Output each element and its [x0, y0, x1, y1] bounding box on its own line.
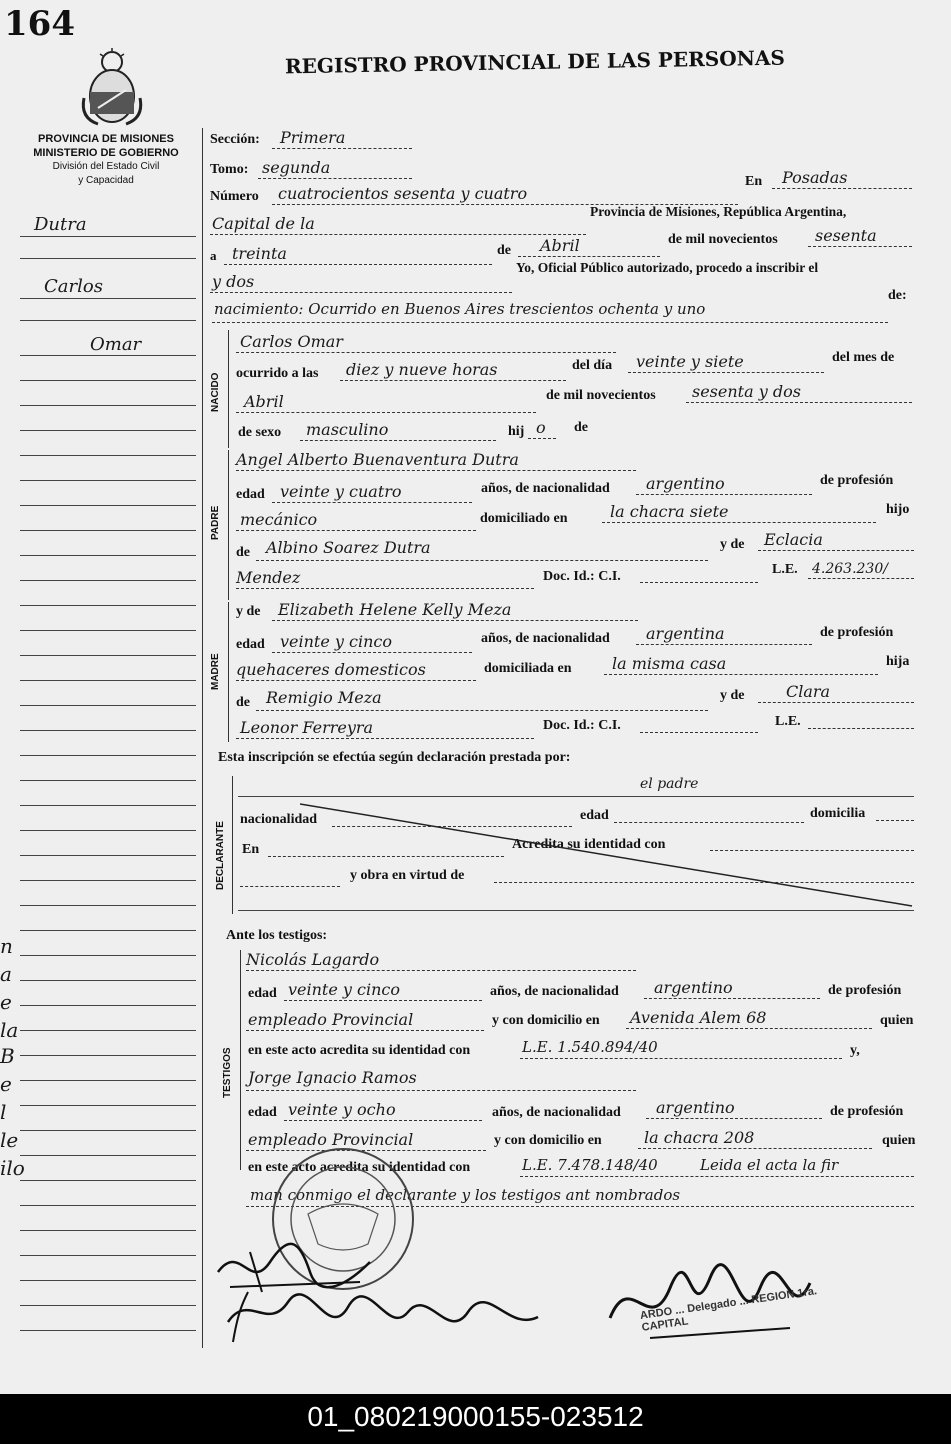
label-ante-testigos: Ante los testigos: — [226, 928, 328, 943]
value-padre-prof: mecánico — [240, 510, 318, 529]
value-padre-nombre: Angel Alberto Buenaventura Dutra — [236, 450, 519, 469]
margin-letter: la — [0, 1018, 19, 1042]
label-madre-le: L.E. — [775, 714, 801, 729]
label-y-obra: y obra en virtud de — [350, 868, 465, 883]
value-padre-edad: veinte y cuatro — [280, 482, 402, 501]
value-anio: sesenta — [815, 226, 877, 245]
value-padre-madre: Eclacia — [764, 530, 823, 549]
margin-name-1: Carlos — [44, 276, 103, 297]
label-acredita: Acredita su identidad con — [512, 837, 666, 852]
label-madre-nac: años, de nacionalidad — [481, 631, 610, 646]
issuer-division: División del Estado Civil — [52, 161, 160, 172]
label-padre-le: L.E. — [772, 562, 798, 577]
value-padre-nac: argentino — [646, 474, 725, 493]
value-madre-madre-2: Leonor Ferreyra — [240, 718, 374, 737]
label-de-2: de — [574, 420, 588, 435]
section-bar — [228, 450, 229, 600]
section-bar — [240, 950, 241, 1170]
label-de-mil-2: de mil novecientos — [546, 388, 656, 403]
value-madre-nac: argentina — [646, 624, 725, 643]
value-testigo-2: Jorge Ignacio Ramos — [248, 1068, 417, 1087]
value-capital: Capital de la — [212, 214, 315, 233]
value-t1-edad: veinte y cinco — [288, 980, 401, 999]
value-madre-dom: la misma casa — [612, 654, 727, 673]
label-t2-prof: de profesión — [830, 1104, 904, 1119]
label-padre-edad: edad — [236, 487, 265, 502]
label-hij: hij — [508, 424, 525, 439]
value-t1-nac: argentino — [654, 978, 733, 997]
value-padre-dom: la chacra siete — [610, 502, 729, 521]
section-padre: PADRE — [210, 505, 221, 540]
label-t1-acredita: en este acto acredita su identidad con — [248, 1043, 471, 1058]
label-del-mes: del mes de — [832, 350, 895, 365]
value-cierre-2: man conmigo el declarante y los testigos ant nombrados — [250, 1186, 681, 1204]
label-padre-prof: de profesión — [820, 473, 894, 488]
label-t1-edad: edad — [248, 986, 277, 1001]
value-hij: o — [536, 418, 546, 437]
label-t1-nac: años, de nacionalidad — [490, 984, 619, 999]
label-padre-dom: domiciliado en — [480, 511, 568, 526]
value-nacimiento: nacimiento: Ocurrido en Buenos Aires trescientos ochenta y uno — [214, 300, 706, 318]
value-madre-nombre: Elizabeth Helene Kelly Meza — [278, 600, 512, 619]
label-de-colon: de: — [888, 288, 907, 303]
label-decl-edad: edad — [580, 808, 609, 823]
value-hora: diez y nueve horas — [346, 360, 498, 379]
issuer-ministry: MINISTERIO DE GOBIERNO — [33, 147, 179, 159]
coat-of-arms-icon — [78, 48, 146, 131]
section-madre: MADRE — [210, 653, 221, 690]
label-numero: Número — [210, 189, 259, 204]
value-seccion: Primera — [280, 128, 346, 147]
label-padre-doc: Doc. Id.: C.I. — [543, 569, 621, 584]
value-t1-dom: Avenida Alem 68 — [630, 1008, 767, 1027]
section-bar — [228, 602, 229, 742]
label-t2-edad: edad — [248, 1105, 277, 1120]
value-padre-le: 4.263.230/ — [812, 561, 888, 577]
label-tomo: Tomo: — [210, 162, 249, 177]
section-declarante: DECLARANTE — [215, 821, 226, 890]
label-a: a — [210, 248, 217, 263]
label-provincia: Provincia de Misiones, República Argentina, — [590, 204, 847, 219]
label-madre-dom: domiciliada en — [484, 661, 572, 676]
value-lugar: Posadas — [782, 168, 848, 187]
section-testigos: TESTIGOS — [222, 1047, 233, 1098]
value-madre-padre: Remigio Meza — [266, 688, 382, 707]
issuer-province: PROVINCIA DE MISIONES — [38, 133, 174, 145]
margin-letter: e — [0, 990, 12, 1014]
value-madre-madre: Clara — [786, 682, 831, 701]
margin-letter: l — [0, 1100, 7, 1124]
label-hijo: hijo — [886, 502, 910, 517]
value-anio-2: y dos — [212, 272, 255, 291]
label-madre-prof: de profesión — [820, 625, 894, 640]
label-padre-nac: años, de nacionalidad — [481, 481, 610, 496]
margin-letter: ilo — [0, 1156, 25, 1180]
label-nacionalidad: nacionalidad — [240, 812, 318, 827]
label-t2-nac: años, de nacionalidad — [492, 1105, 621, 1120]
label-de: de — [497, 243, 511, 258]
label-t2-acredita: en este acto acredita su identidad con — [248, 1160, 471, 1175]
value-mes: Abril — [540, 236, 580, 255]
label-domicilia: domicilia — [810, 806, 866, 821]
label-padre-y-de: y de — [720, 537, 745, 552]
value-tomo: segunda — [262, 158, 331, 177]
label-t2-quien: quien — [882, 1133, 916, 1148]
section-bar — [228, 330, 229, 448]
margin-name-2: Omar — [90, 334, 142, 355]
value-numero: cuatrocientos sesenta y cuatro — [278, 184, 528, 203]
value-dia: treinta — [232, 244, 287, 263]
label-sexo: de sexo — [238, 425, 282, 440]
issuer-block — [8, 132, 204, 188]
value-t1-doc: L.E. 1.540.894/40 — [522, 1038, 658, 1056]
page-number: 164 — [4, 4, 75, 44]
official-stamp-text: ARDO ... Delegado ... REGION 1ra. CAPITAL — [639, 1285, 818, 1334]
strike-line — [300, 800, 914, 910]
label-t1-dom: y con domicilio en — [492, 1013, 600, 1028]
value-t2-prof: empleado Provincial — [248, 1130, 414, 1149]
label-de-mil: de mil novecientos — [668, 232, 778, 247]
label-del-dia: del día — [572, 358, 613, 373]
margin-letter: e — [0, 1072, 12, 1096]
value-nacido-nombre: Carlos Omar — [240, 332, 343, 351]
label-en: En — [745, 174, 763, 189]
label-t1-y: y, — [850, 1043, 860, 1058]
label-inscripcion: Esta inscripción se efectúa según declaración prestada por: — [218, 750, 571, 765]
value-t1-prof: empleado Provincial — [248, 1010, 414, 1029]
section-nacido: NACIDO — [210, 372, 221, 412]
label-ocurrido: ocurrido a las — [236, 366, 319, 381]
value-dia-nac: veinte y siete — [636, 352, 744, 371]
label-madre-y-de: y de — [236, 604, 261, 619]
value-testigo-1: Nicolás Lagardo — [246, 950, 380, 969]
label-hija: hija — [886, 654, 910, 669]
label-decl-en: En — [242, 842, 260, 857]
margin-letter: n — [0, 934, 13, 958]
issuer-capacity: y Capacidad — [78, 175, 134, 186]
value-cierre-1: Leida el acta la fir — [700, 1156, 839, 1174]
value-mes-nac: Abril — [244, 392, 284, 411]
label-madre-y-de-2: y de — [720, 688, 745, 703]
label-t1-quien: quien — [880, 1013, 914, 1028]
signature-testigo-icon — [218, 1282, 548, 1352]
label-oficial: Yo, Oficial Público autorizado, procedo a inscribir el — [516, 260, 819, 275]
value-padre-padre: Albino Soarez Dutra — [266, 538, 431, 557]
value-madre-prof: quehaceres domesticos — [236, 660, 426, 679]
value-madre-edad: veinte y cinco — [280, 632, 393, 651]
document-title: REGISTRO PROVINCIAL DE LAS PERSONAS — [284, 45, 786, 79]
margin-surname: Dutra — [34, 214, 87, 235]
label-t1-prof: de profesión — [828, 983, 902, 998]
margin-letter: a — [0, 962, 12, 986]
label-seccion: Sección: — [210, 132, 260, 147]
value-padre-madre-2: Mendez — [236, 568, 301, 587]
column-divider — [202, 128, 203, 1348]
value-anio-nac: sesenta y dos — [692, 382, 801, 401]
value-t2-edad: veinte y ocho — [288, 1100, 396, 1119]
label-t2-dom: y con domicilio en — [494, 1133, 602, 1148]
section-bar — [232, 776, 233, 914]
margin-letter: B — [0, 1044, 15, 1068]
margin-letter: le — [0, 1128, 19, 1152]
value-t2-nac: argentino — [656, 1098, 735, 1117]
label-madre-edad: edad — [236, 637, 265, 652]
value-t2-dom: la chacra 208 — [644, 1128, 755, 1147]
label-madre-de: de — [236, 695, 250, 710]
value-t2-doc: L.E. 7.478.148/40 — [522, 1156, 658, 1174]
image-id-footer: 01_080219000155-023512 — [0, 1394, 951, 1444]
label-padre-de: de — [236, 545, 250, 560]
label-madre-doc: Doc. Id.: C.I. — [543, 718, 621, 733]
value-sexo: masculino — [306, 420, 389, 439]
value-declarante: el padre — [640, 776, 699, 792]
